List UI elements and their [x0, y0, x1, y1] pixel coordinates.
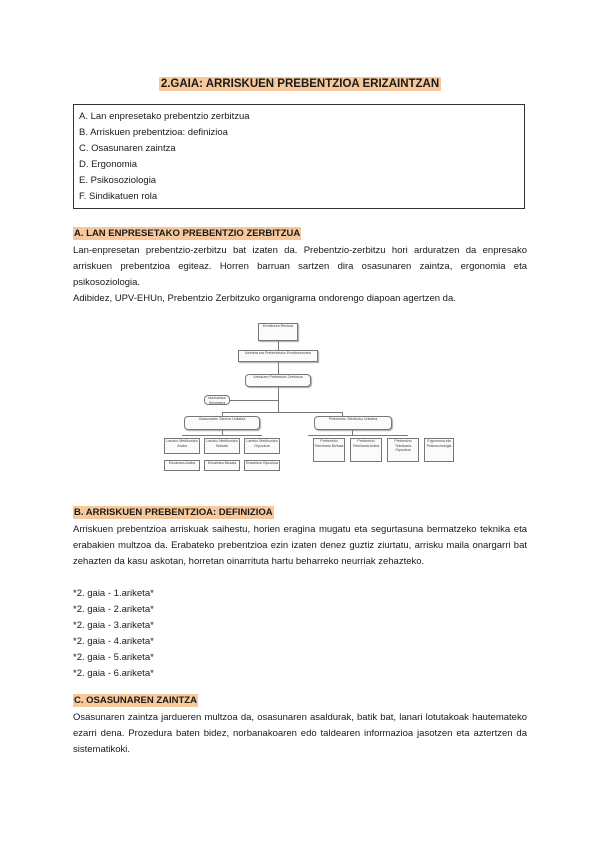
section-b-heading: B. ARRISKUEN PREBENTZIOA: DEFINIZIOA [74, 507, 273, 518]
org-left-box: Laneko Medikuntza Bizkaia [204, 438, 240, 454]
exercise-item: *2. gaia - 2.ariketa* [73, 604, 154, 615]
table-of-contents [73, 104, 525, 209]
section-a-example: Adibidez, UPV-EHUn, Prebentzio Zerbitzuko organigrama ondorengo diapoan agertzen da. [73, 293, 456, 304]
org-right-box: Prebentzio Teknikaria Araba [350, 438, 382, 462]
exercise-item: *2. gaia - 3.ariketa* [73, 620, 154, 631]
section-b-paragraph: Arriskuen prebentzioa arriskuak saihestu, horien eragina mugatu eta segurtasuna bermatzeko teknika eta erabakien multzoa da. Erabateko prebentzioa ezin izaten denez guztiz ziurtatu, arrisku maila onargarri bat zehazten da kasu askotan, horretan oinarrituta hartu beharreko neurriak zehazteko. [73, 524, 527, 567]
toc-item: D. Ergonomia [79, 159, 138, 170]
org-right-head: Prebentzio Teknikoko Unitatea [314, 416, 392, 430]
org-right-box: Ergonomia eta Psikosoziologia [424, 438, 454, 462]
org-left-box: Laneko Medikuntza Gipuzkoa [244, 438, 280, 454]
section-c-paragraph: Osasunaren zaintza jardueren multzoa da, osasunaren asaldurak, batik bat, lanari lotutakoak hautemateko ezarri dena. Prozedura baten bidez, norbanakoaren edo taldearen informazioa jasotzen eta aztertzen da sistematikoki. [73, 712, 527, 755]
org-level2-box: Ikerketa eta Prebentzioko Errektoreordea [238, 350, 318, 362]
org-left-sub: Erizaintza Bizkaia [204, 460, 240, 471]
exercise-item: *2. gaia - 5.ariketa* [73, 652, 154, 663]
section-c-heading: C. OSASUNAREN ZAINTZA [74, 695, 197, 706]
org-top-box: Errektorea Rectora [258, 323, 298, 341]
org-side-box: Idazkaritza Secretaría [204, 395, 230, 405]
exercise-item: *2. gaia - 1.ariketa* [73, 588, 154, 599]
org-left-sub: Erizaintza Gipuzkoa [244, 460, 280, 471]
org-right-box: Prebentzio Teknikaria Bizkaia [313, 438, 345, 462]
org-level3-box: Arriskuen Prebentzio Zerbitzua [245, 374, 311, 387]
org-left-box: Laneko Medikuntza Araba [164, 438, 200, 454]
org-right-box: Prebentzio Teknikaria Gipuzkoa [387, 438, 419, 462]
toc-item: E. Psikosoziologia [79, 175, 157, 186]
org-chart [160, 318, 452, 486]
toc-item: A. Lan enpresetako prebentzio zerbitzua [79, 111, 250, 122]
org-left-head: Osasunaren Zaintza Unitatea [184, 416, 260, 430]
exercise-item: *2. gaia - 6.ariketa* [73, 668, 154, 679]
section-a-paragraph: Lan-enpresetan prebentzio-zerbitzu bat izaten da. Prebentzio-zerbitzu hori arduratzen da enpresako arriskuen prebentzioa egiteaz. Horren barruan sartzen dira osasunaren zaintza, ergonomia eta psikosoziologia. [73, 245, 527, 288]
page-title-text: 2.GAIA: ARRISKUEN PREBENTZIOA ERIZAINTZAN [160, 78, 440, 90]
toc-item: B. Arriskuen prebentzioa: definizioa [79, 127, 228, 138]
page-title [0, 74, 600, 92]
section-a-heading: A. LAN ENPRESETAKO PREBENTZIO ZERBITZUA [74, 228, 301, 239]
toc-item: C. Osasunaren zaintza [79, 143, 176, 154]
exercise-item: *2. gaia - 4.ariketa* [73, 636, 154, 647]
org-left-sub: Erizaintza Araba [164, 460, 200, 471]
toc-item: F. Sindikatuen rola [79, 191, 158, 202]
